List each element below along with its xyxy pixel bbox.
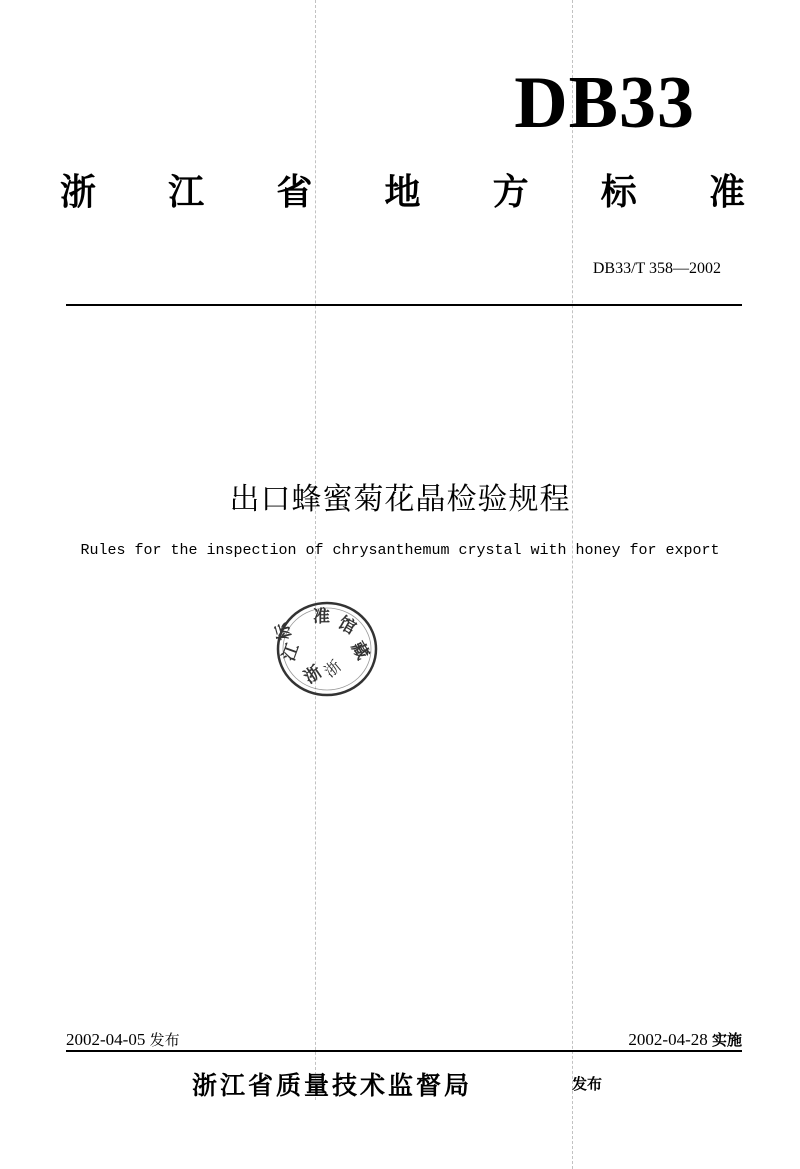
publisher-name: 浙江省质量技术监督局 <box>192 1071 473 1100</box>
title-char: 标 <box>600 172 637 213</box>
implementation-date-value: 2002-04-28 <box>628 1030 708 1049</box>
svg-text:浙: 浙 <box>320 656 345 682</box>
title-char: 省 <box>276 172 313 213</box>
svg-text:藏: 藏 <box>346 638 373 664</box>
title-char: 准 <box>708 172 745 213</box>
svg-text:标: 标 <box>272 620 296 642</box>
svg-text:浙: 浙 <box>300 661 326 689</box>
svg-text:馆: 馆 <box>334 613 360 639</box>
title-char: 江 <box>168 172 205 213</box>
header-divider <box>66 304 742 306</box>
issue-label: 发布 <box>149 1031 180 1049</box>
document-title-chinese: 出口蜂蜜菊花晶检验规程 <box>229 482 571 517</box>
issue-date <box>66 1029 180 1050</box>
library-seal-stamp <box>272 600 379 698</box>
issue-date-value: 2002-04-05 <box>66 1030 146 1049</box>
title-char: 地 <box>384 172 421 213</box>
svg-text:准: 准 <box>313 607 330 627</box>
standard-category-title <box>60 172 745 213</box>
implementation-label: 实施 <box>711 1031 742 1049</box>
title-char: 浙 <box>60 172 97 213</box>
publisher-suffix: 发布 <box>572 1075 603 1093</box>
implementation-date <box>628 1029 742 1050</box>
footer-divider <box>66 1050 742 1052</box>
document-title-english: Rules for the inspection of chrysanthemum crystal with honey for export <box>80 542 720 559</box>
standard-number: DB33/T 358—2002 <box>592 260 721 277</box>
title-char: 方 <box>492 172 529 213</box>
svg-text:江: 江 <box>278 640 304 664</box>
standard-code-logo: DB33 <box>514 62 695 144</box>
